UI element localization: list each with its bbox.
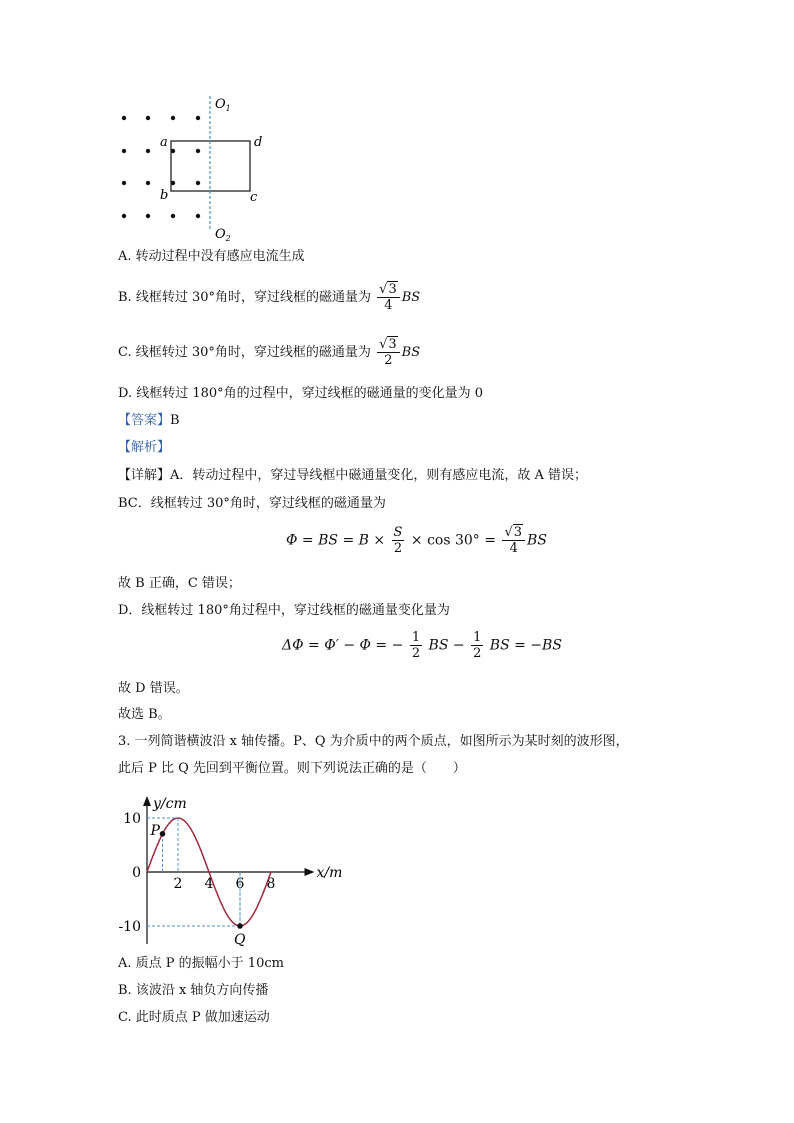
x-axis-arrow bbox=[305, 868, 315, 876]
x-tick-label: 2 bbox=[173, 876, 183, 892]
detail-bc: BC．线框转过 30°角时，穿过线框的磁通量为 bbox=[118, 496, 386, 511]
choose-b: 故选 B。 bbox=[118, 707, 171, 722]
point-p bbox=[160, 831, 166, 837]
label-o2: $O_2$ bbox=[215, 227, 231, 243]
q3-option-b: B. 该波沿 x 轴负方向传播 bbox=[118, 983, 269, 998]
wave-chart bbox=[115, 785, 355, 950]
fraction: $\frac{√3}{2}$ bbox=[377, 337, 400, 368]
d-wrong: 故 D 错误。 bbox=[118, 681, 189, 696]
x-tick-label: 4 bbox=[204, 876, 214, 892]
label-b: b bbox=[160, 188, 169, 203]
y-axis-arrow bbox=[143, 796, 151, 806]
point-q bbox=[237, 923, 243, 929]
x-tick-label: 6 bbox=[235, 876, 245, 892]
q3-option-a: A. 质点 P 的振幅小于 10cm bbox=[118, 956, 284, 971]
detail-a: 【详解】A．转动过程中，穿过导线框中磁通量变化，则有感应电流，故 A 错误； bbox=[118, 468, 588, 483]
point-label-p: P bbox=[150, 822, 160, 839]
option-c: C. 线框转过 30°角时，穿过线框的磁通量为 $\frac{√3}{2}$ BS bbox=[118, 337, 421, 368]
answer-label: 【答案】 bbox=[118, 413, 171, 428]
y-axis-label: y/cm bbox=[153, 796, 187, 812]
option-b: B. 线框转过 30°角时，穿过线框的磁通量为 $\frac{√3}{4}$ BS bbox=[118, 282, 421, 313]
detail-d: D．线框转过 180°角过程中，穿过线框的磁通量变化量为 bbox=[118, 603, 450, 618]
equation-2: ΔΦ = Φ′ − Φ = − $\frac{1}{2}$ BS − $\frac{1}{2}$ BS = −BS bbox=[282, 630, 562, 661]
x-tick-label: 8 bbox=[266, 876, 276, 892]
label-a: a bbox=[160, 135, 168, 150]
magnetic-field-figure bbox=[110, 90, 290, 245]
b-correct: 故 B 正确，C 错误； bbox=[118, 576, 241, 591]
question3-line1: 3. 一列简谐横波沿 x 轴传播。P、Q 为介质中的两个质点，如图所示为某时刻的波形图， bbox=[118, 734, 629, 749]
y-tick-label: 10 bbox=[123, 811, 141, 827]
y-tick-label: 0 bbox=[132, 865, 141, 881]
label-c: c bbox=[250, 190, 258, 205]
label-d: d bbox=[254, 135, 263, 150]
equation-1: Φ = BS = B × $\frac{S}{2}$ × cos 30° = $\frac{√3}{4}$ BS bbox=[286, 525, 547, 556]
option-a: A. 转动过程中没有感应电流生成 bbox=[118, 249, 305, 264]
x-axis-label: x/m bbox=[316, 865, 343, 881]
analysis-label: 【解析】 bbox=[118, 440, 171, 455]
fraction: $\frac{√3}{4}$ bbox=[377, 282, 400, 313]
question3-line2: 此后 P 比 Q 先回到平衡位置。则下列说法正确的是（ ） bbox=[118, 761, 466, 776]
answer-value: B bbox=[170, 413, 180, 428]
answer-line bbox=[118, 412, 180, 430]
option-d: D. 线框转过 180°角的过程中，穿过线框的磁通量的变化量为 0 bbox=[118, 386, 484, 401]
y-tick-label: -10 bbox=[118, 919, 141, 935]
point-label-q: Q bbox=[234, 932, 246, 948]
label-o1: $O_1$ bbox=[215, 97, 231, 113]
q3-option-c: C. 此时质点 P 做加速运动 bbox=[118, 1010, 270, 1025]
